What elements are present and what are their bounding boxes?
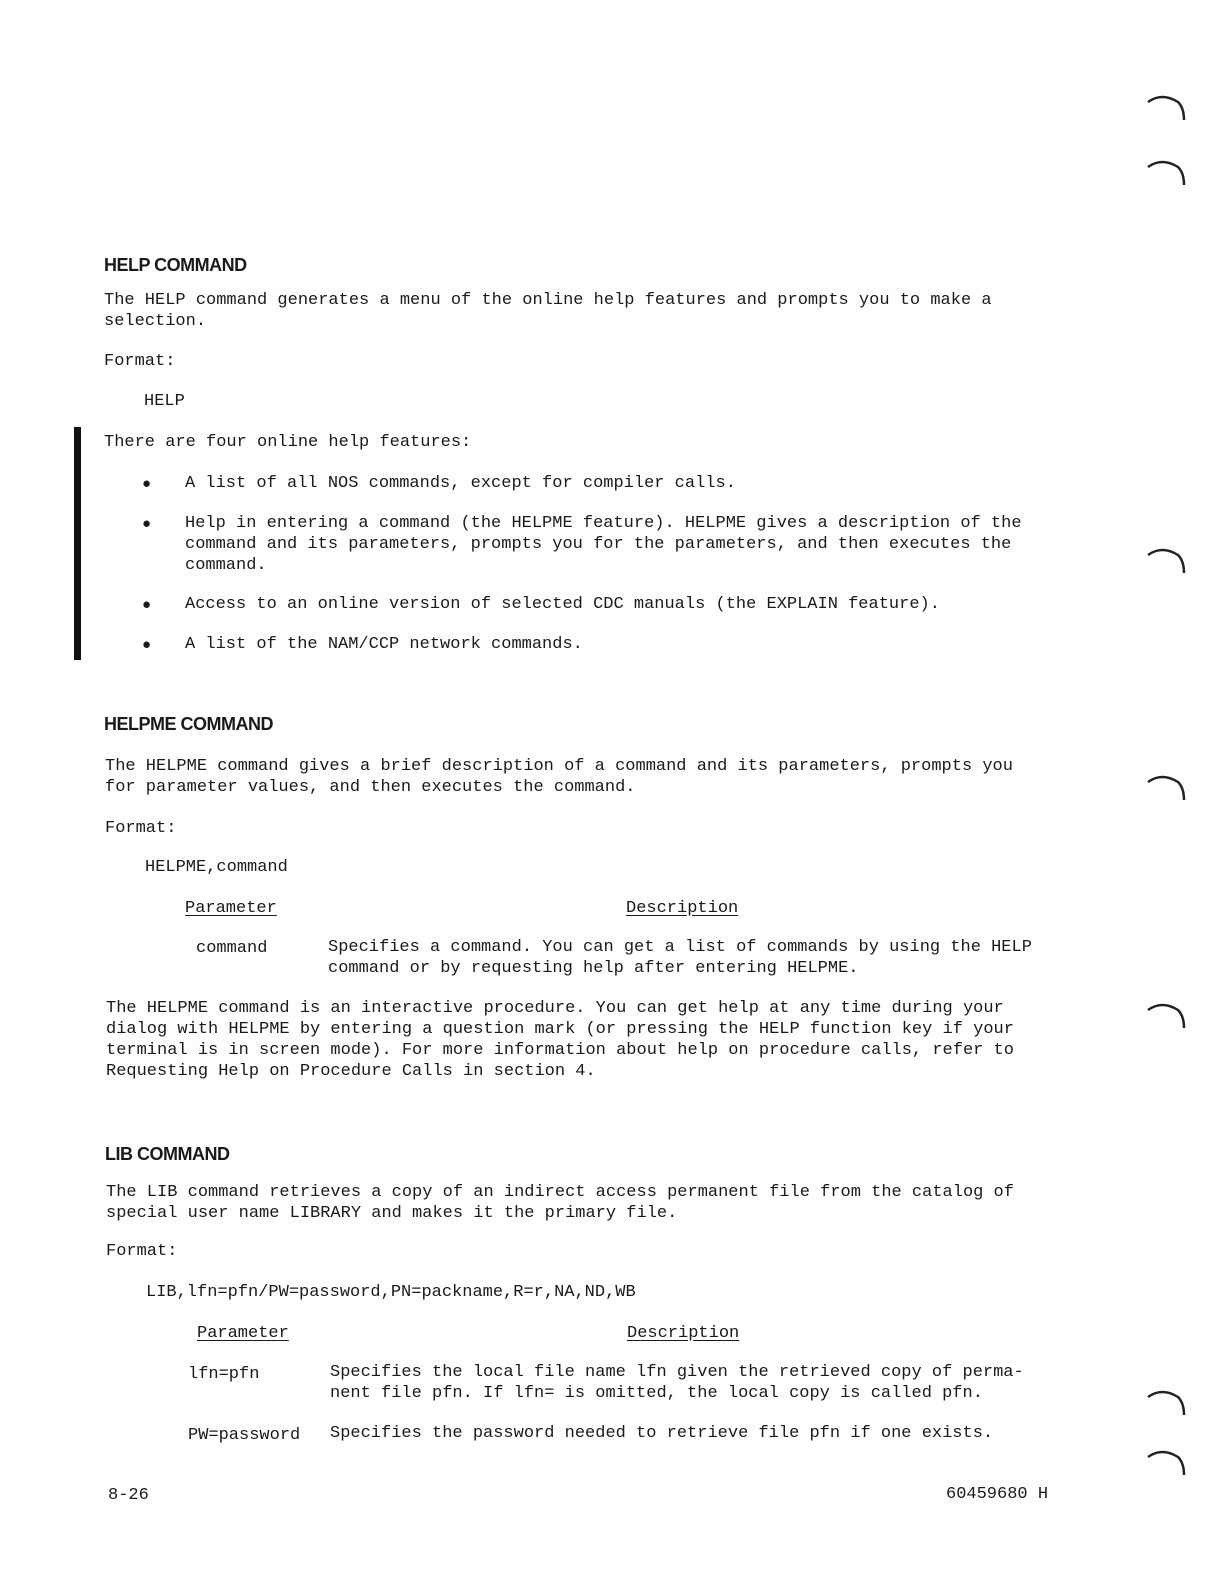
- lib-intro-line-1: The LIB command retrieves a copy of an indirect access permanent file from the catalog of: [106, 1183, 1014, 1202]
- param-description: Specifies a command. You can get a list of commands by using the HELP command or by requesting help after entering HELPME.: [328, 938, 1032, 978]
- bullet-item: A list of all NOS commands, except for compiler calls.: [185, 474, 736, 493]
- param-description: Specifies the password needed to retrieve file pfn if one exists.: [330, 1424, 994, 1443]
- bullet-dot: ●: [142, 637, 152, 654]
- format-label: Format:: [105, 819, 177, 838]
- bullet-item: Access to an online version of selected CDC manuals (the EXPLAIN feature).: [185, 595, 940, 614]
- format-label: Format:: [104, 352, 176, 371]
- description-header: Description: [627, 1324, 740, 1343]
- help-intro-line-2: selection.: [104, 312, 207, 331]
- bullet-item: A list of the NAM/CCP network commands.: [185, 635, 583, 654]
- binder-hole-mark: [1140, 543, 1190, 583]
- helpme-intro-line-1: The HELPME command gives a brief description of a command and its parameters, prompts you: [105, 757, 1013, 776]
- lib-format: LIB,lfn=pfn/PW=password,PN=packname,R=r,NA,ND,WB: [146, 1283, 636, 1302]
- helpme-intro-line-2: for parameter values, and then executes the command.: [105, 778, 636, 797]
- param-name: PW=password: [188, 1426, 301, 1445]
- parameter-header: Parameter: [185, 899, 277, 918]
- help-intro-line-1: The HELP command generates a menu of the online help features and prompts you to make a: [104, 291, 992, 310]
- document-number: 60459680 H: [946, 1485, 1049, 1504]
- bullet-item: Help in entering a command (the HELPME feature). HELPME gives a description of the command and its parameters, prompts you for the parameters, and then executes the command.: [185, 514, 1022, 575]
- description-header: Description: [626, 899, 739, 918]
- format-label: Format:: [106, 1242, 178, 1261]
- bullet-dot: ●: [142, 476, 152, 493]
- lib-intro-line-2: special user name LIBRARY and makes it the primary file.: [106, 1204, 678, 1223]
- param-description: Specifies the local file name lfn given the retrieved copy of perma- nent file pfn. If lfn= is omitted, the local copy is called pfn.: [330, 1363, 1024, 1403]
- section-heading-lib: LIB COMMAND: [105, 1144, 230, 1164]
- page-number: 8-26: [108, 1486, 149, 1505]
- binder-hole-mark: [1140, 90, 1190, 130]
- binder-hole-mark: [1140, 1385, 1190, 1425]
- param-name: lfn=pfn: [188, 1365, 260, 1384]
- helpme-format: HELPME,command: [145, 858, 288, 877]
- change-bar: [74, 427, 81, 660]
- section-heading-helpme: HELPME COMMAND: [104, 714, 273, 734]
- binder-hole-mark: [1140, 998, 1190, 1038]
- features-intro: There are four online help features:: [104, 433, 472, 452]
- binder-hole-mark: [1140, 155, 1190, 195]
- helpme-note: The HELPME command is an interactive procedure. You can get help at any time during your dialog with HELPME by entering a question mark (or pressing the HELP function key if your terminal is in screen mode). For more information about help on procedure calls, refer to Requesting Help on Procedure Calls in section 4.: [106, 999, 1014, 1081]
- param-name: command: [196, 939, 268, 958]
- binder-hole-mark: [1140, 770, 1190, 810]
- binder-hole-mark: [1140, 1445, 1190, 1485]
- bullet-dot: ●: [142, 516, 152, 533]
- bullet-dot: ●: [142, 597, 152, 614]
- help-format: HELP: [144, 392, 185, 411]
- parameter-header: Parameter: [197, 1324, 289, 1343]
- section-heading-help: HELP COMMAND: [104, 255, 247, 275]
